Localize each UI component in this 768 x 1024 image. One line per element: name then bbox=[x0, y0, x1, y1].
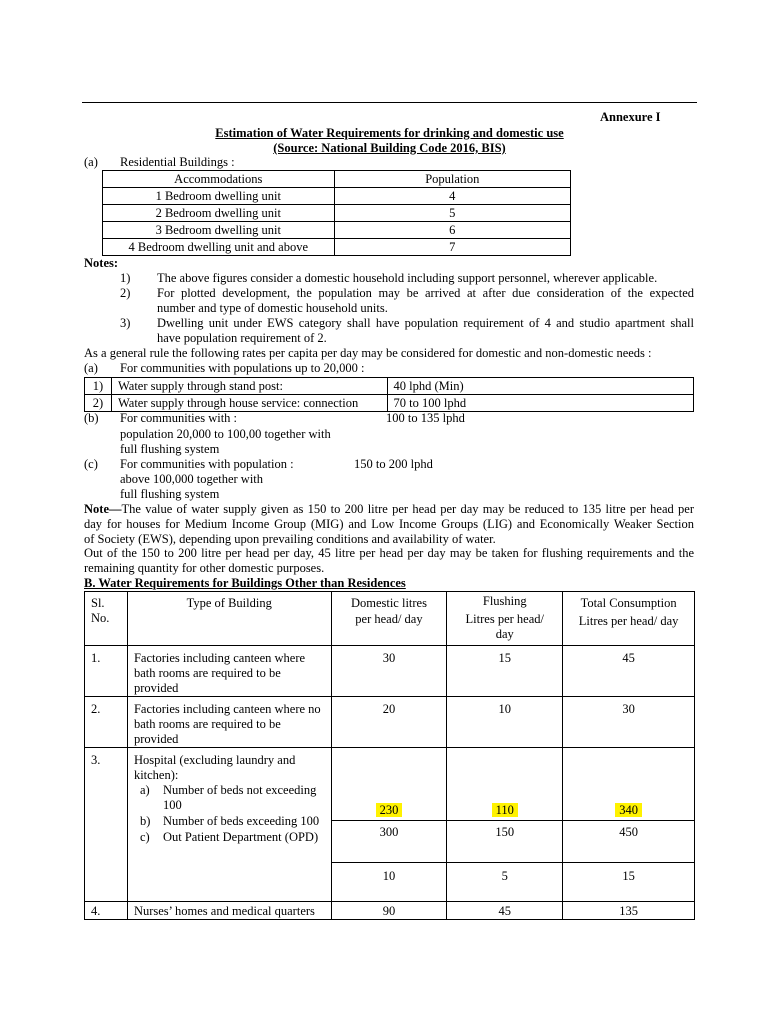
row-type bbox=[127, 748, 331, 902]
table-row bbox=[85, 902, 695, 920]
note-paragraph-line: remaining quantity for other domestic purposes. bbox=[84, 561, 325, 575]
note-paragraph-line: of Society (EWS), depending upon prevailing conditions and availability of water. bbox=[84, 532, 496, 546]
community-c-value: 150 to 200 lphd bbox=[354, 457, 433, 471]
header-sl-line: No. bbox=[91, 611, 110, 625]
row-sl: 1. bbox=[85, 646, 128, 697]
header-sl bbox=[85, 592, 128, 646]
note-number: 1) bbox=[120, 271, 131, 285]
accommodation-cell: 4 Bedroom dwelling unit and above bbox=[103, 239, 335, 256]
header-total-line: Litres per head/ day bbox=[578, 614, 679, 628]
note-number: 3) bbox=[120, 316, 131, 330]
population-cell: 7 bbox=[334, 239, 570, 256]
row-flushing bbox=[447, 748, 563, 821]
row-total bbox=[563, 748, 695, 821]
notes-heading: Notes: bbox=[84, 256, 119, 270]
community-b-value: 100 to 135 lphd bbox=[386, 411, 465, 425]
note-text: Dwelling unit under EWS category shall have population requirement of 4 and studio apartment shall bbox=[157, 316, 694, 330]
row-type-line: Factories including canteen where bbox=[133, 651, 306, 665]
residential-table bbox=[102, 170, 571, 256]
community-b-text: full flushing system bbox=[120, 442, 220, 456]
header-flushing-line: day bbox=[495, 627, 514, 641]
community-a-marker: (a) bbox=[84, 361, 98, 375]
note-text: For plotted development, the population may be arrived at after due consideration of the expected bbox=[157, 286, 694, 300]
header-total bbox=[563, 592, 695, 646]
accommodation-cell: 1 Bedroom dwelling unit bbox=[103, 188, 335, 205]
population-cell: 4 bbox=[334, 188, 570, 205]
sub-item bbox=[134, 783, 327, 813]
header-total-line: Total Consumption bbox=[580, 596, 677, 610]
community-b-text: For communities with : bbox=[120, 411, 238, 425]
header-accommodations: Accommodations bbox=[103, 171, 335, 188]
sub-item-marker: b) bbox=[139, 814, 151, 828]
section-b-table bbox=[84, 591, 695, 920]
table-row bbox=[85, 646, 695, 697]
row-type: Nurses’ homes and medical quarters bbox=[127, 902, 331, 920]
supply-value: 40 lphd (Min) bbox=[387, 378, 693, 395]
row-type-line: provided bbox=[133, 732, 179, 746]
header-sl-line: Sl. bbox=[91, 596, 105, 610]
header-flushing bbox=[447, 592, 563, 646]
table-row bbox=[85, 697, 695, 748]
sub-item-line: Out Patient Department (OPD) bbox=[162, 830, 319, 844]
row-domestic: 90 bbox=[331, 902, 447, 920]
table-row bbox=[103, 239, 571, 256]
row-type-line: provided bbox=[133, 681, 179, 695]
population-cell: 6 bbox=[334, 222, 570, 239]
table-row bbox=[103, 222, 571, 239]
row-type-line: Hospital (excluding laundry and bbox=[133, 753, 296, 767]
row-domestic: 20 bbox=[331, 697, 447, 748]
row-flushing: 5 bbox=[447, 863, 563, 902]
row-total: 30 bbox=[563, 697, 695, 748]
row-type-line: kitchen): bbox=[133, 768, 179, 782]
page-source: (Source: National Building Code 2016, BIS) bbox=[273, 141, 506, 155]
table-header-row bbox=[103, 171, 571, 188]
note-paragraph-line: Out of the 150 to 200 litre per head per day, 45 litre per head per day may be taken for flushing requirements and the bbox=[84, 546, 694, 560]
supply-table bbox=[84, 377, 694, 412]
header-domestic-line: per head/ day bbox=[355, 612, 423, 626]
row-type-line: Factories including canteen where no bbox=[133, 702, 321, 716]
note-number: 2) bbox=[120, 286, 131, 300]
community-a-text: For communities with populations up to 20,000 : bbox=[120, 361, 365, 375]
sub-item-marker: c) bbox=[139, 830, 150, 844]
community-b-text: population 20,000 to 100,00 together with bbox=[120, 427, 331, 441]
note-paragraph-line: day for houses for Medium Income Group (MIG) and Low Income Groups (LIG) and Economically Weaker Section bbox=[84, 517, 694, 531]
row-domestic: 30 bbox=[331, 646, 447, 697]
population-cell: 5 bbox=[334, 205, 570, 222]
header-type: Type of Building bbox=[127, 592, 331, 646]
table-row bbox=[85, 378, 694, 395]
page-title: Estimation of Water Requirements for drinking and domestic use bbox=[215, 126, 564, 140]
table-row bbox=[85, 395, 694, 412]
row-sl: 4. bbox=[85, 902, 128, 920]
sub-item-line: 100 bbox=[162, 798, 182, 812]
supply-label: Water supply through house service: connection bbox=[111, 395, 387, 412]
header-rule bbox=[82, 102, 697, 103]
header-domestic-line: Domestic litres bbox=[350, 596, 427, 610]
row-domestic: 10 bbox=[331, 863, 447, 902]
row-domestic bbox=[331, 748, 447, 821]
supply-value: 70 to 100 lphd bbox=[387, 395, 693, 412]
supply-number: 1) bbox=[85, 378, 112, 395]
header-domestic bbox=[331, 592, 447, 646]
community-c-text: above 100,000 together with bbox=[120, 472, 264, 486]
highlighted-value: 230 bbox=[376, 803, 403, 817]
section-a-label: Residential Buildings : bbox=[120, 155, 235, 169]
highlighted-value: 340 bbox=[615, 803, 642, 817]
supply-number: 2) bbox=[85, 395, 112, 412]
table-row bbox=[103, 205, 571, 222]
section-b-title: B. Water Requirements for Buildings Other than Residences bbox=[84, 576, 406, 590]
note-text: The value of water supply given as 150 to 200 litre per head per day may be reduced to 135 litre per head per bbox=[121, 502, 694, 516]
highlighted-value: 110 bbox=[492, 803, 518, 817]
general-rule-text: As a general rule the following rates per capita per day may be considered for domestic and non-domestic needs : bbox=[84, 346, 652, 360]
header-flushing-line: Litres per head/ bbox=[465, 612, 544, 626]
row-domestic: 300 bbox=[331, 821, 447, 863]
supply-label: Water supply through stand post: bbox=[111, 378, 387, 395]
row-total: 135 bbox=[563, 902, 695, 920]
sub-item-line: Number of beds exceeding 100 bbox=[162, 814, 320, 828]
note-text: The above figures consider a domestic household including support personnel, wherever applicable. bbox=[157, 271, 658, 285]
table-row bbox=[85, 748, 695, 821]
sub-item-line: Number of beds not exceeding bbox=[162, 783, 317, 797]
header-population: Population bbox=[334, 171, 570, 188]
table-header-row bbox=[85, 592, 695, 646]
row-flushing: 10 bbox=[447, 697, 563, 748]
sub-item bbox=[134, 814, 327, 829]
row-total: 450 bbox=[563, 821, 695, 863]
row-flushing: 45 bbox=[447, 902, 563, 920]
sub-item-text bbox=[163, 783, 316, 813]
annexure-label: Annexure I bbox=[600, 110, 661, 124]
row-type bbox=[127, 697, 331, 748]
row-flushing: 15 bbox=[447, 646, 563, 697]
note-paragraph-line bbox=[84, 502, 694, 517]
table-row bbox=[103, 188, 571, 205]
section-a-marker: (a) bbox=[84, 155, 98, 169]
community-b-marker: (b) bbox=[84, 411, 99, 425]
sub-item bbox=[134, 830, 327, 845]
sub-item-marker: a) bbox=[139, 783, 150, 797]
row-flushing: 150 bbox=[447, 821, 563, 863]
row-sl: 3. bbox=[85, 748, 128, 902]
note-label: Note— bbox=[84, 502, 122, 516]
community-c-text: For communities with population : bbox=[120, 457, 294, 471]
note-text: have population requirement of 2. bbox=[157, 331, 327, 345]
community-c-marker: (c) bbox=[84, 457, 98, 471]
row-type bbox=[127, 646, 331, 697]
community-c-text: full flushing system bbox=[120, 487, 220, 501]
row-total: 15 bbox=[563, 863, 695, 902]
accommodation-cell: 2 Bedroom dwelling unit bbox=[103, 205, 335, 222]
row-type-line: bath rooms are required to be bbox=[133, 666, 281, 680]
header-flushing-line: Flushing bbox=[482, 594, 527, 608]
accommodation-cell: 3 Bedroom dwelling unit bbox=[103, 222, 335, 239]
note-text: number and type of domestic household units. bbox=[157, 301, 388, 315]
row-total: 45 bbox=[563, 646, 695, 697]
row-sl: 2. bbox=[85, 697, 128, 748]
row-type-line: bath rooms are required to be bbox=[133, 717, 281, 731]
